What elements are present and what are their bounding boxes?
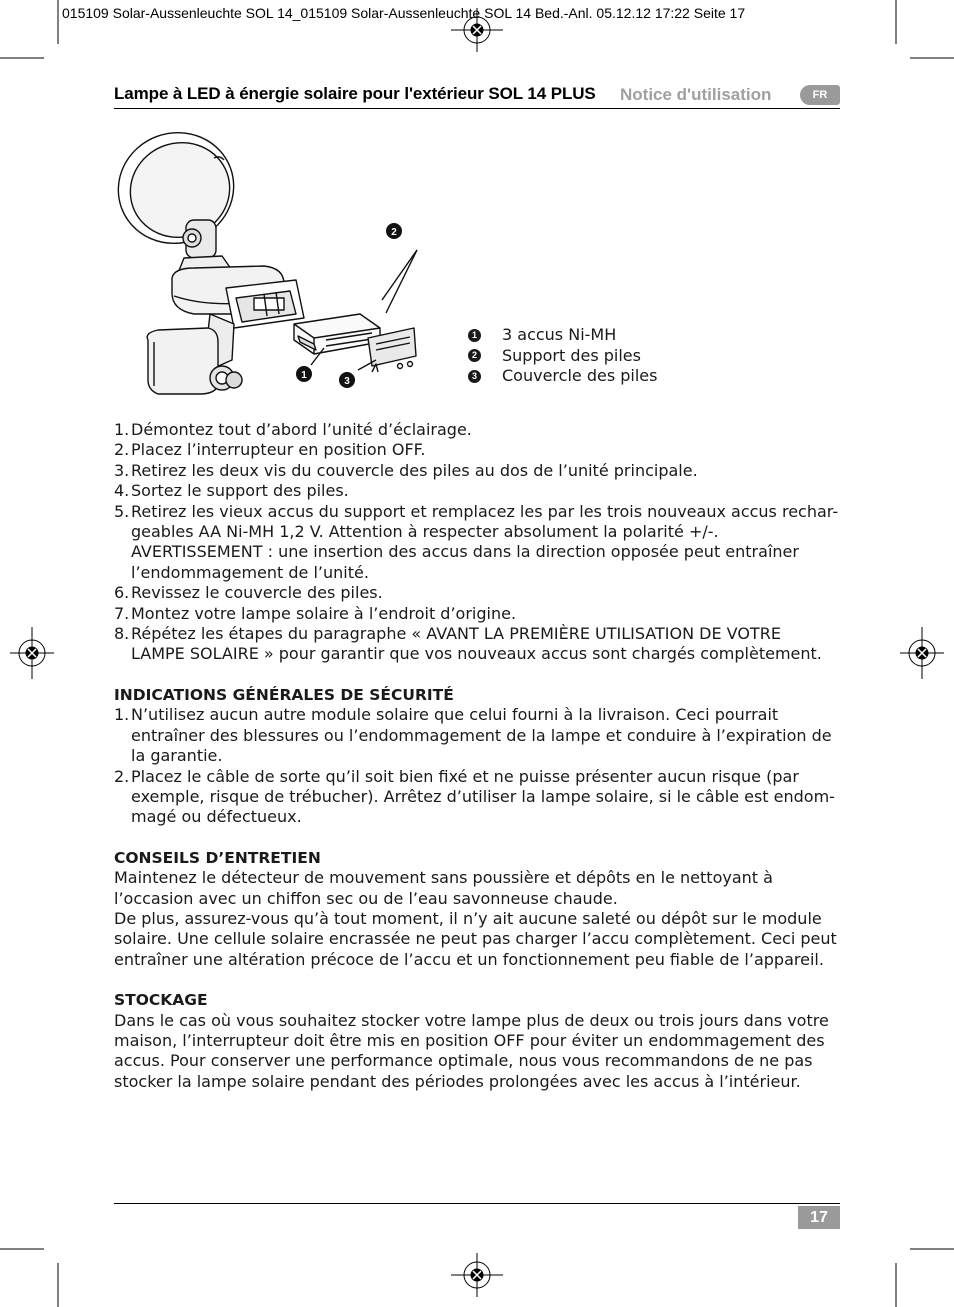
legend-number: 1 xyxy=(468,329,481,342)
safety-heading: INDICATIONS GÉNÉRALES DE SÉCURITÉ xyxy=(114,685,454,704)
safety-list xyxy=(114,705,844,827)
step-item: 1. Démontez tout d’abord l’unité d’éclairage. xyxy=(114,420,472,439)
safety-item: 1. N’utilisez aucun autre module solaire que celui fourni à la livraison. Ceci pourrait entraîner des blessures ou l’endommagement de la lampe et conduire à l’expiration de la garantie. xyxy=(114,705,832,766)
legend-text: Couvercle des piles xyxy=(502,366,658,385)
svg-text:3: 3 xyxy=(344,376,350,387)
callout-2 xyxy=(386,223,402,239)
battery-replacement-illustration xyxy=(114,128,434,403)
legend-text: Support des piles xyxy=(502,345,641,365)
legend-item xyxy=(468,325,657,346)
legend-item xyxy=(468,346,657,367)
print-slug: 015109 Solar-Aussenleuchte SOL 14_015109 Solar-Aussenleuchte SOL 14 Bed.-Anl. 05.12.12 17:22 Seite 17 xyxy=(62,5,746,21)
callout-1 xyxy=(296,366,312,382)
language-badge: FR xyxy=(800,85,840,105)
page-title: Lampe à LED à énergie solaire pour l'extérieur SOL 14 PLUS xyxy=(114,84,596,103)
step-item: 6. Revissez le couvercle des piles. xyxy=(114,583,383,603)
legend-text: 3 accus Ni-MH xyxy=(502,325,617,344)
footer-rule xyxy=(114,1203,840,1204)
svg-text:2: 2 xyxy=(391,227,397,238)
legend-number: 2 xyxy=(468,349,481,362)
registration-mark-top-icon xyxy=(451,8,503,52)
storage-heading: STOCKAGE xyxy=(114,991,208,1010)
registration-mark-bottom-icon xyxy=(451,1253,503,1297)
callout-3 xyxy=(339,372,355,388)
main-content xyxy=(114,420,844,1092)
maintenance-heading: CONSEILS D’ENTRETIEN xyxy=(114,848,321,867)
page-number: 17 xyxy=(798,1206,840,1229)
step-item: 5. Retirez les vieux accus du support et remplacez les par les trois nouveaux accus rechar- geables AA Ni-MH 1,2 V. Attention à respecter absolument la polarité +/-. AVERTISSEMENT : une insertion des accus dans la direction opposée peut entraîner l’endommagement de l’unité. xyxy=(114,501,839,582)
svg-text:1: 1 xyxy=(301,370,307,381)
maintenance-paragraph: De plus, assurez-vous qu’à tout moment, il n’y ait aucune saleté ou dépôt sur le module solaire. Une cellule solaire encrassée ne peut pas charger l’accu complètement. Ceci peut entraîner une altération précoce de l’accu et un fonctionnement peu fiable de l’appareil. xyxy=(114,908,837,969)
page-header xyxy=(114,84,840,109)
registration-mark-left-icon xyxy=(10,627,54,679)
storage-paragraph: Dans le cas où vous souhaitez stocker votre lampe plus de deux ou trois jours dans votre maison, l’interrupteur doit être mis en position OFF pour éviter un endommagement des accus. Pour conserver une performance optimale, nous vous recommandons de ne pas stocker la lampe solaire pendant des périodes prolongées avec les accus à l’intérieur. xyxy=(114,1010,829,1091)
step-item: 8. Répétez les étapes du paragraphe « AVANT LA PREMIÈRE UTILISATION DE VOTRE LAMPE SOLAIRE » pour garantir que vos nouveaux accus sont chargés complètement. xyxy=(114,624,822,664)
step-item: 2. Placez l’interrupteur en position OFF. xyxy=(114,440,426,460)
figure-legend xyxy=(468,325,657,387)
replacement-steps xyxy=(114,420,844,665)
step-item: 3. Retirez les deux vis du couvercle des piles au dos de l’unité principale. xyxy=(114,460,698,480)
page-subtitle: Notice d'utilisation xyxy=(620,85,772,104)
safety-item: 2. Placez le câble de sorte qu’il soit bien fixé et ne puisse présenter aucun risque (par exemple, risque de trébucher). Arrêtez d’utiliser la lampe solaire, si le câble est endom- magé ou défectueux. xyxy=(114,766,835,827)
maintenance-paragraph: Maintenez le détecteur de mouvement sans poussière et dépôts en le nettoyant à l’occasion avec un chiffon sec ou de l’eau savonneuse chaude. xyxy=(114,868,773,908)
legend-number: 3 xyxy=(468,370,481,383)
legend-item xyxy=(468,366,657,387)
step-item: 7. Montez votre lampe solaire à l’endroit d’origine. xyxy=(114,603,517,623)
step-item: 4. Sortez le support des piles. xyxy=(114,481,349,501)
registration-mark-right-icon xyxy=(900,627,944,679)
